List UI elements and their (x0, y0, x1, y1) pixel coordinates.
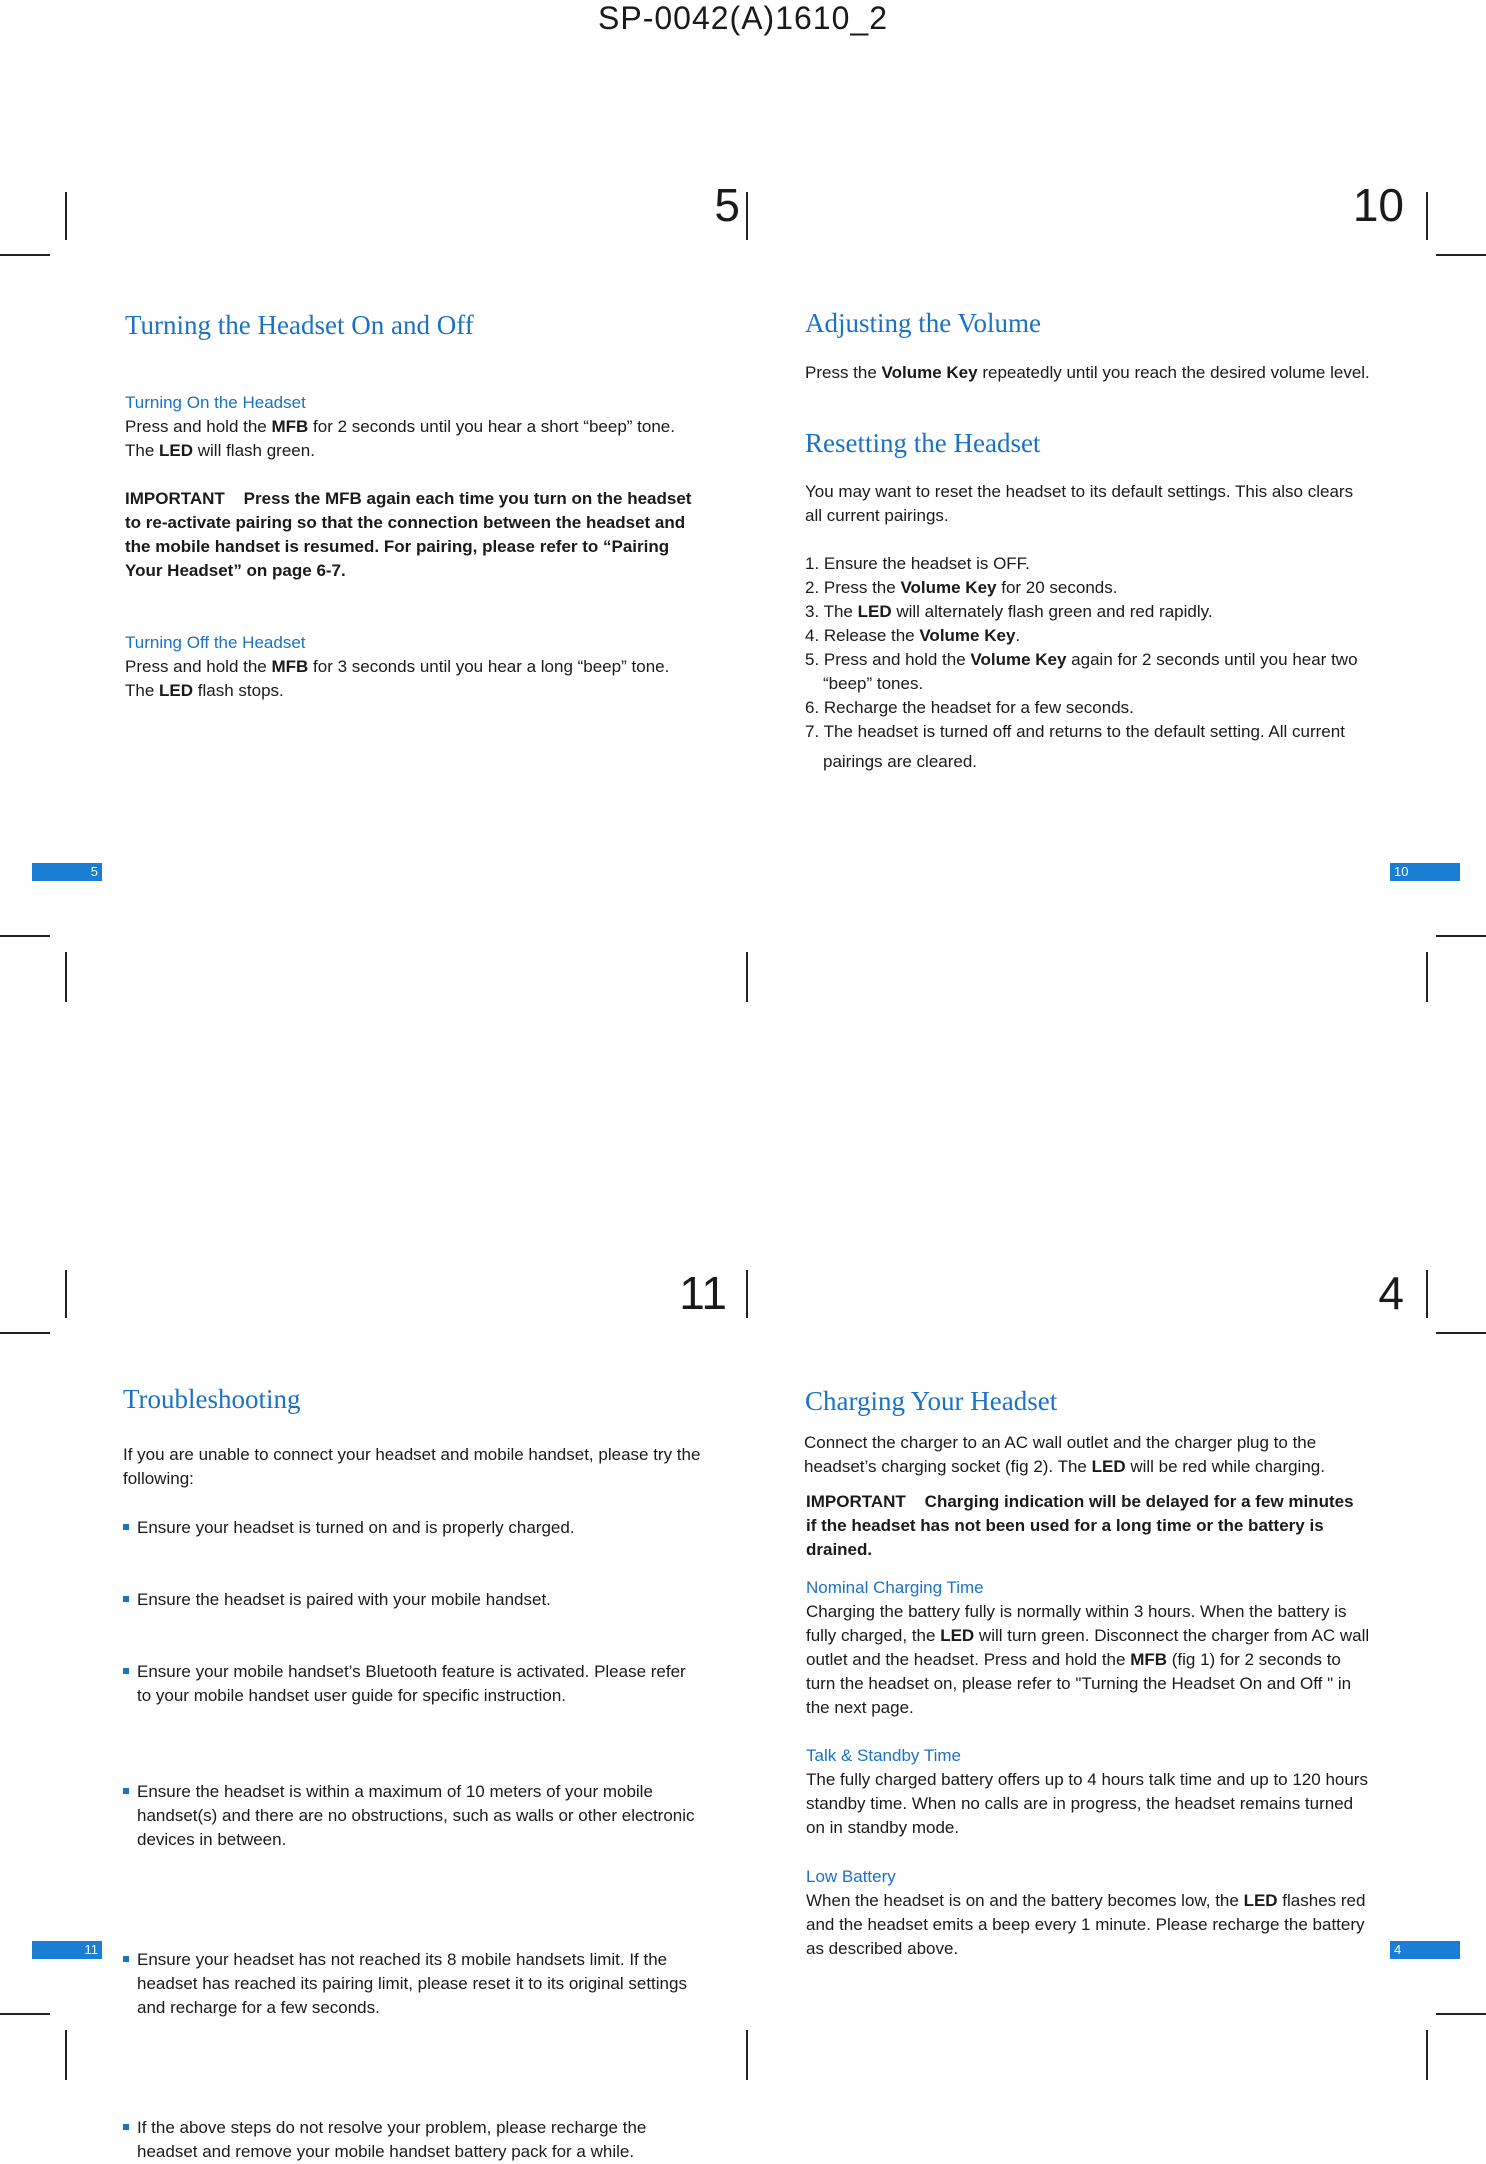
fold-mark (746, 1270, 748, 1318)
list-item: 2. Press the Volume Key for 20 seconds. (805, 578, 1118, 597)
paragraph-line: the next page. (806, 1698, 914, 1717)
fold-mark (746, 2030, 748, 2080)
list-item: pairings are cleared. (823, 752, 978, 771)
list-item: 1. Ensure the headset is OFF. (805, 554, 1030, 573)
list-item: Ensure your headset has not reached its 8 mobile handsets limit. If the headset has reached its pairing limit, please reset it to its original settings and recharge for a few seconds. (123, 1948, 1486, 2020)
page-tab: 4 (1390, 1941, 1460, 1959)
bullet-square-icon (123, 1788, 129, 1794)
subsection-heading: Turning On the Headset (125, 393, 306, 412)
list-item: 6. Recharge the headset for a few seconds. (805, 698, 1134, 717)
section-title: Turning the Headset On and Off (125, 310, 474, 340)
list-item: Ensure your mobile handset’s Bluetooth feature is activated. Please refer to your mobile handset user guide for specific instruction. (123, 1660, 1486, 1708)
paragraph-line: The fully charged battery offers up to 4 hours talk time and up to 120 hours (806, 1770, 1368, 1789)
crop-mark (1426, 192, 1428, 240)
crop-mark (0, 1332, 50, 1334)
crop-mark (1436, 1332, 1486, 1334)
paragraph-line: on in standby mode. (806, 1818, 960, 1837)
crop-mark (1426, 2030, 1428, 2080)
page-number: 11 (679, 1267, 727, 1319)
list-item: Ensure your headset is turned on and is properly charged. (123, 1516, 1486, 1540)
crop-mark (1426, 952, 1428, 1002)
important-note: IMPORTANT Charging indication will be delayed for a few minutes if the headset has not been used for a long time or the battery is drained. (806, 1492, 1354, 1559)
paragraph-line: turn the headset on, please refer to "Turning the Headset On and Off " in (806, 1674, 1352, 1693)
page-tab: 10 (1390, 863, 1460, 881)
crop-mark (0, 2013, 50, 2015)
paragraph-line: all current pairings. (805, 506, 949, 525)
crop-mark (1426, 1270, 1428, 1318)
list-item: Ensure the headset is paired with your mobile handset. (123, 1588, 1486, 1612)
section-title: Resetting the Headset (805, 428, 1041, 458)
crop-mark (1436, 254, 1486, 256)
section-title: Troubleshooting (123, 1384, 301, 1414)
list-item: 7. The headset is turned off and returns to the default setting. All current (805, 722, 1345, 741)
crop-mark (0, 935, 50, 937)
subsection-heading: Turning Off the Headset (125, 633, 306, 652)
subsection-heading: Low Battery (806, 1867, 896, 1886)
page-number: 10 (1352, 179, 1404, 231)
crop-mark (65, 2030, 67, 2080)
paragraph-line: outlet and the headset. Press and hold the MFB (fig 1) for 2 seconds to (806, 1650, 1341, 1669)
paragraph-line: When the headset is on and the battery becomes low, the LED flashes red (806, 1891, 1366, 1910)
list-item: Ensure the headset is within a maximum of 10 meters of your mobile handset(s) and there are no obstructions, such as walls or other electronic devices in between. (123, 1780, 1486, 1852)
list-item: 3. The LED will alternately flash green and red rapidly. (805, 602, 1213, 621)
list-item: If the above steps do not resolve your problem, please recharge the headset and remove your mobile handset battery pack for a while. (123, 2116, 1486, 2164)
paragraph-line: following: (123, 1469, 194, 1488)
paragraph-line: Connect the charger to an AC wall outlet and the charger plug to the (804, 1433, 1317, 1452)
page-tab: 5 (32, 863, 102, 881)
subsection-heading: Talk & Standby Time (806, 1746, 961, 1765)
page-number: 4 (1378, 1267, 1404, 1319)
section-title: Adjusting the Volume (805, 308, 1042, 338)
important-note: IMPORTANT Press the MFB again each time you turn on the headset to re-activate pairing so that the connection between the headset and the mobile handset is resumed. For pairing, please refer to “Pairing Your Headset” on page 6-7. (125, 489, 692, 580)
paragraph-line: Press the Volume Key repeatedly until you reach the desired volume level. (805, 363, 1370, 382)
list-item: 4. Release the Volume Key. (805, 626, 1021, 645)
bullet-square-icon (123, 1596, 129, 1602)
crop-mark (65, 192, 67, 240)
document-code: SP-0042(A)1610_2 (598, 0, 888, 36)
paragraph-line: fully charged, the LED will turn green. Disconnect the charger from AC wall (806, 1626, 1370, 1645)
bullet-square-icon (123, 1524, 129, 1530)
bullet-square-icon (123, 1956, 129, 1962)
page-tab: 11 (32, 1941, 102, 1959)
crop-mark (0, 254, 50, 256)
page-number: 5 (714, 179, 740, 231)
paragraph-line: Press and hold the MFB for 3 seconds until you hear a long “beep” tone. (125, 657, 670, 676)
list-item: 5. Press and hold the Volume Key again for 2 seconds until you hear two (805, 650, 1358, 669)
crop-mark (65, 1270, 67, 1318)
bullet-square-icon (123, 2124, 129, 2130)
fold-mark (746, 952, 748, 1002)
subsection-heading: Nominal Charging Time (806, 1578, 984, 1597)
paragraph-line: and the headset emits a beep every 1 minute. Please recharge the battery (806, 1915, 1365, 1934)
paragraph-line: as described above. (806, 1939, 959, 1958)
bullet-square-icon (123, 1668, 129, 1674)
paragraph-line: The LED will flash green. (125, 441, 315, 460)
list-item: “beep” tones. (823, 674, 924, 693)
paragraph-line: If you are unable to connect your headset and mobile handset, please try the (123, 1445, 701, 1464)
fold-mark (746, 192, 748, 240)
paragraph-line: standby time. When no calls are in progress, the headset remains turned (806, 1794, 1354, 1813)
section-title: Charging Your Headset (805, 1386, 1058, 1416)
paragraph-line: You may want to reset the headset to its default settings. This also clears (805, 482, 1354, 501)
paragraph-line: headset’s charging socket (fig 2). The LED will be red while charging. (804, 1457, 1325, 1476)
crop-mark (1436, 935, 1486, 937)
paragraph-line: Charging the battery fully is normally within 3 hours. When the battery is (806, 1602, 1347, 1621)
crop-mark (65, 952, 67, 1002)
paragraph-line: Press and hold the MFB for 2 seconds until you hear a short “beep” tone. (125, 417, 675, 436)
paragraph-line: The LED flash stops. (125, 681, 284, 700)
